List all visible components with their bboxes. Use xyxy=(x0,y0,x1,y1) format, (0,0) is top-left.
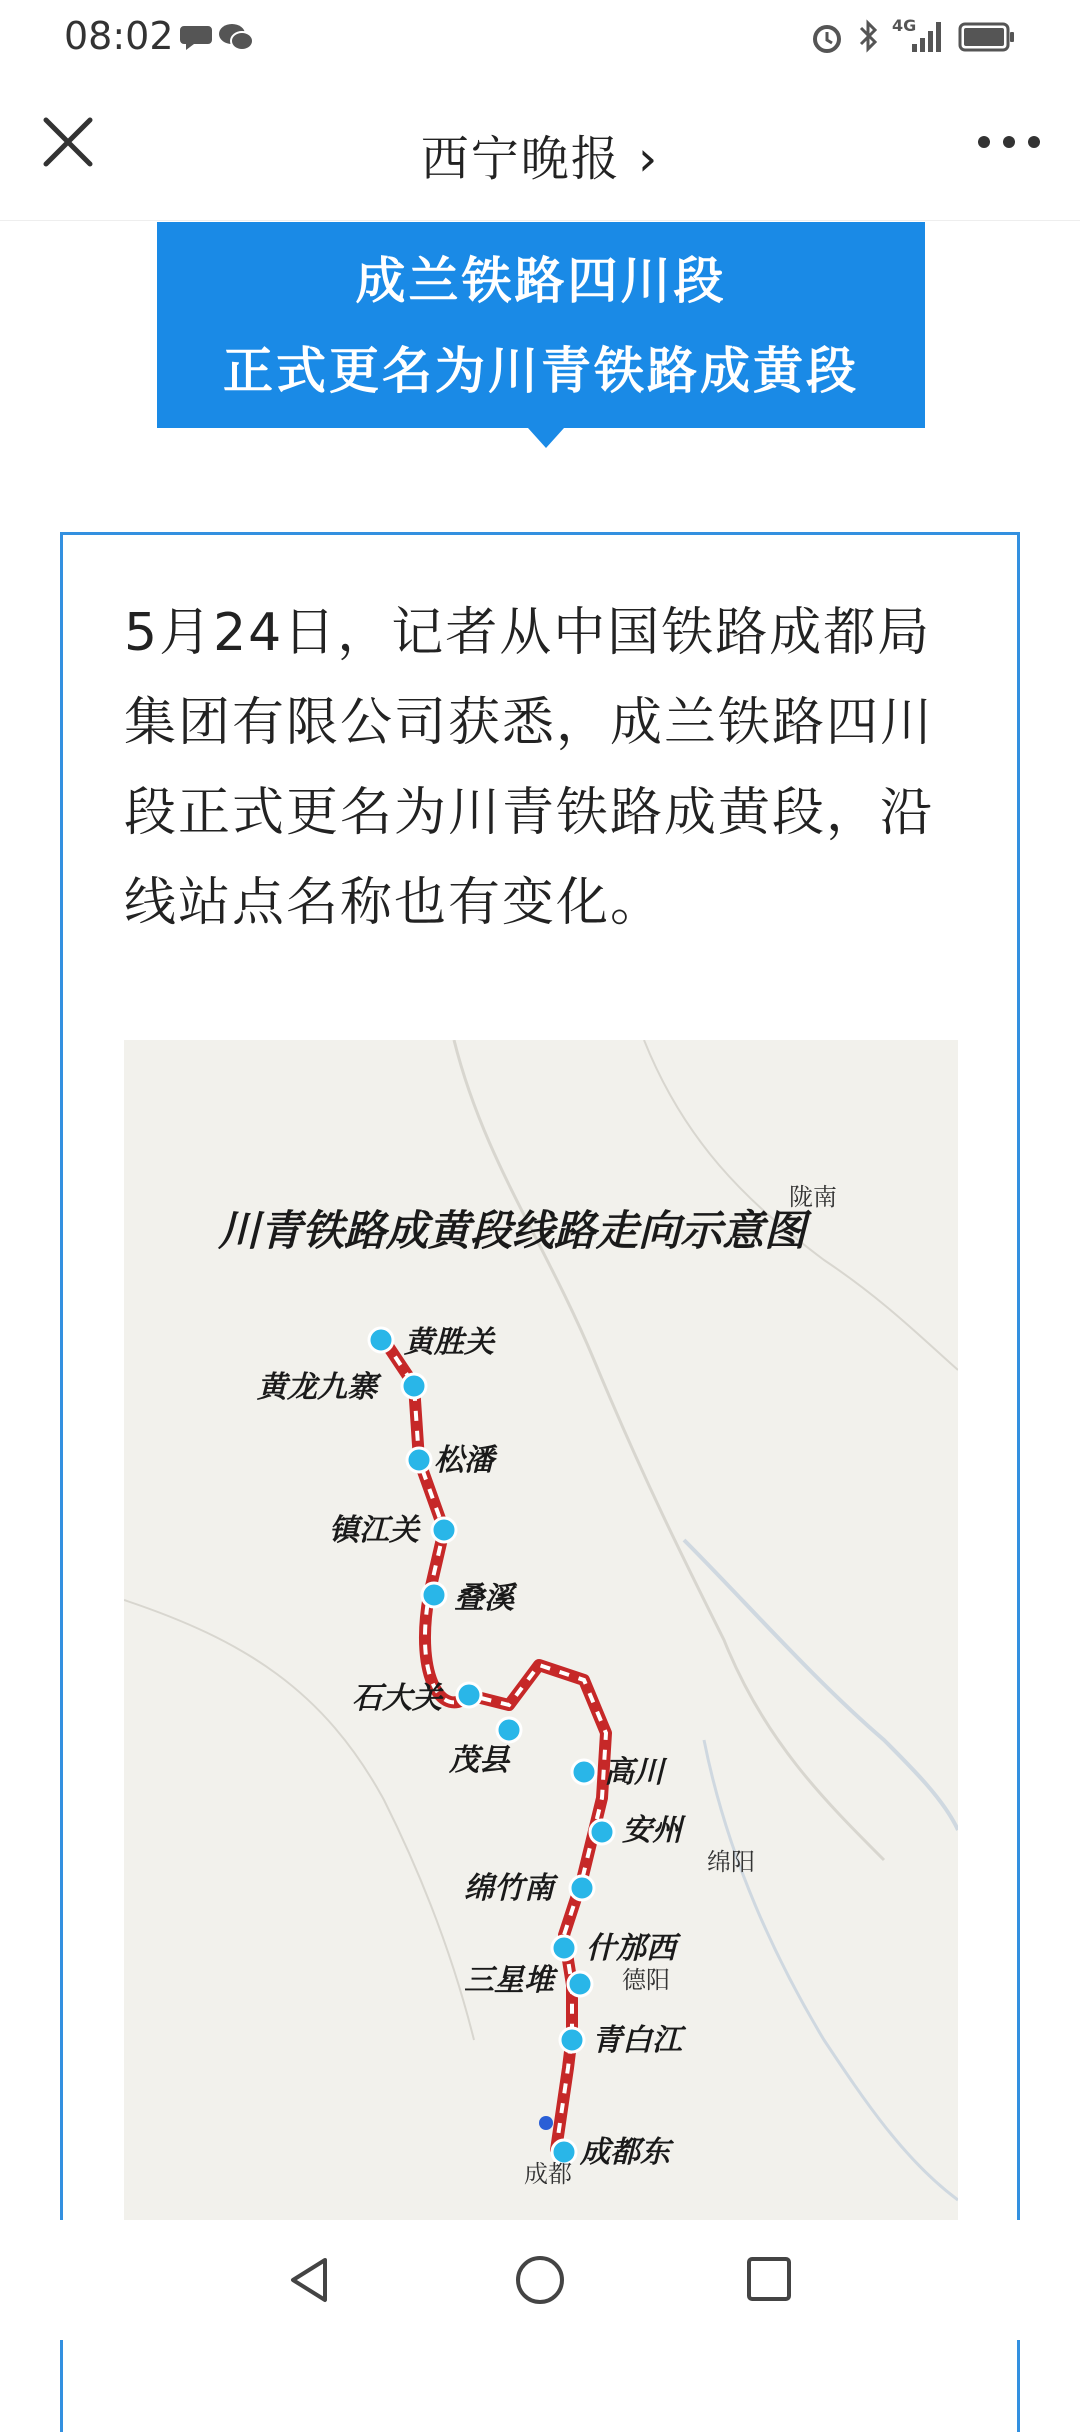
network-label: 4G xyxy=(892,16,917,35)
headline-line-2: 正式更名为川青铁路成黄段 xyxy=(223,342,859,400)
station-marker xyxy=(590,1820,614,1844)
station-label: 茂县 xyxy=(449,1744,509,1777)
station-label: 成都东 xyxy=(580,2136,670,2169)
article-intro: 5月24日，记者从中国铁路成都局集团有限公司获悉，成兰铁路四川段正式更名为川青铁路成黄段，沿线站点名称也有变化。 xyxy=(124,603,935,933)
station-label: 绵竹南 xyxy=(464,1872,554,1905)
station-marker xyxy=(457,1683,481,1707)
chengdu-dot xyxy=(539,2116,553,2130)
station-marker xyxy=(552,1936,576,1960)
headline-line-1: 成兰铁路四川段 xyxy=(355,252,727,310)
banner-pointer xyxy=(528,428,564,448)
city-label: 成都 xyxy=(524,2161,572,2188)
station-label: 什邡西 xyxy=(586,1932,676,1965)
station-label: 青白江 xyxy=(592,2024,682,2057)
station-marker xyxy=(402,1374,426,1398)
map-title: 川青铁路成黄段线路走向示意图 xyxy=(218,1207,807,1254)
wechat-icon xyxy=(218,22,254,52)
route-map xyxy=(124,1040,958,2230)
station-marker xyxy=(572,1760,596,1784)
station-marker xyxy=(407,1448,431,1472)
message-icon xyxy=(180,22,212,50)
system-nav-bar xyxy=(0,2220,1080,2340)
home-icon[interactable] xyxy=(514,2254,566,2306)
signal-icon xyxy=(910,18,948,54)
station-marker xyxy=(560,2028,584,2052)
station-label: 镇江关 xyxy=(329,1514,419,1547)
station-label: 叠溪 xyxy=(454,1582,514,1615)
back-icon[interactable] xyxy=(285,2254,335,2306)
station-marker xyxy=(570,1876,594,1900)
headline-banner xyxy=(157,222,925,428)
status-bar xyxy=(0,0,1080,70)
station-marker xyxy=(432,1518,456,1542)
station-label: 石大关 xyxy=(352,1682,442,1715)
station-marker xyxy=(568,1972,592,1996)
station-marker xyxy=(369,1328,393,1352)
route-map-graphic xyxy=(124,1040,958,2230)
station-label: 安州 xyxy=(622,1814,682,1847)
bluetooth-icon xyxy=(858,18,880,54)
station-label: 松潘 xyxy=(434,1444,494,1477)
station-label: 黄胜关 xyxy=(404,1326,494,1359)
station-label: 三星堆 xyxy=(464,1964,554,1997)
station-label: 高川 xyxy=(604,1756,664,1789)
city-label: 德阳 xyxy=(622,1967,670,1994)
alarm-icon xyxy=(810,20,844,54)
top-navbar xyxy=(0,80,1080,221)
station-marker xyxy=(497,1718,521,1742)
status-time: 08:02 xyxy=(64,14,174,58)
city-label: 陇南 xyxy=(789,1184,837,1211)
account-title[interactable]: 西宁晚报 › xyxy=(420,131,660,187)
more-options-icon[interactable] xyxy=(974,120,1044,164)
station-label: 黄龙九寨 xyxy=(257,1371,377,1404)
battery-icon xyxy=(958,22,1016,52)
city-label: 绵阳 xyxy=(707,1849,755,1876)
station-marker xyxy=(422,1583,446,1607)
recents-icon[interactable] xyxy=(744,2254,794,2304)
